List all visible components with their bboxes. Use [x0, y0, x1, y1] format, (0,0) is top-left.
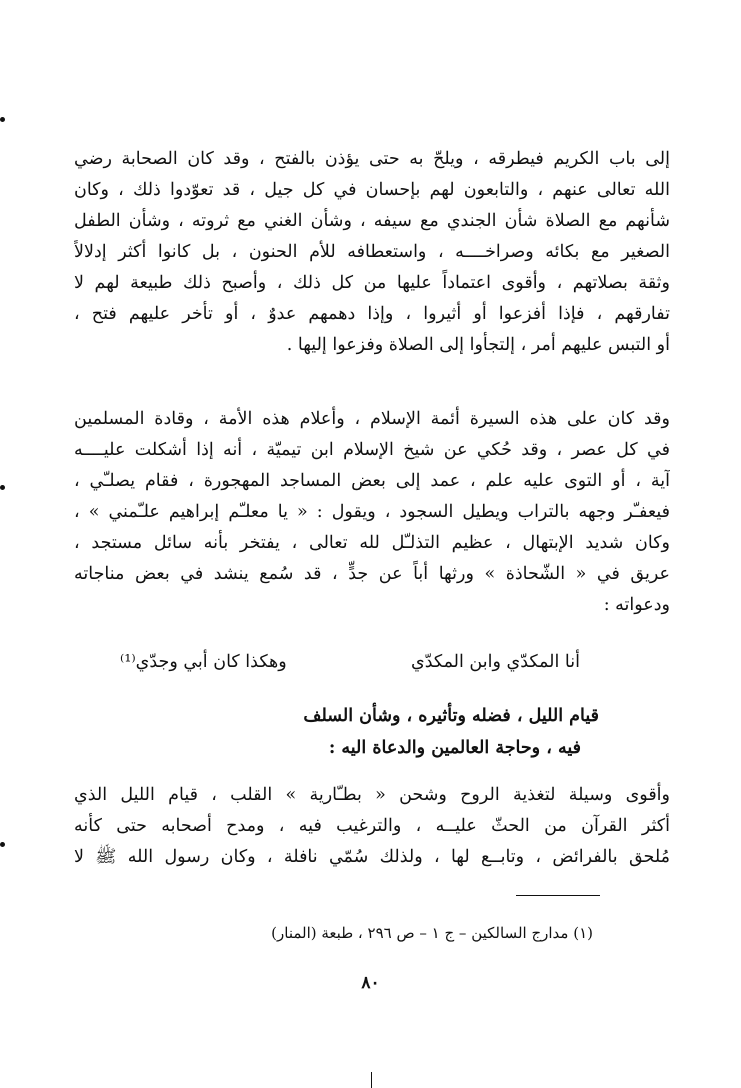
paragraph-ibn-taymiyya — [74, 404, 670, 621]
text-line: فيعفـّر وجهه بالتراب ويطيل السجود ، ويقول : « يا معلـّم إبراهيم علـّمني » ، — [74, 502, 670, 522]
text-line: وثقة بصلاتهم ، وأقوى اعتماداً عليها من كل ذلك ، وأصبح ذلك طبيعة لهم لا — [74, 273, 670, 293]
text-line: تفارقهم ، فإذا أفزعوا أو أثيروا ، وإذا دهمهم عدوٌ ، أو تأخر عليهم فتح ، — [74, 304, 670, 324]
text-line: وقد كان على هذه السيرة أئمة الإسلام ، وأعلام هذه الأمة ، وقادة المسلمين — [74, 409, 670, 429]
margin-mark — [0, 485, 5, 490]
text-line: أو التبس عليهم أمر ، إلتجأوا إلى الصلاة وفزعوا إليها . — [286, 335, 670, 355]
text-line: إلى باب الكريم فيطرقه ، ويلحّ به حتى يؤذن بالفتح ، وقد كان الصحابة رضي — [74, 149, 670, 169]
text-line: آية ، أو التوى عليه علم ، عمد إلى بعض المساجد المهجورة ، فقام يصلـّي ، — [74, 471, 670, 491]
text-line: شأنهم مع الصلاة شأن الجندي مع سيفه ، وشأن الغني مع ثروته ، وشأن الطفل — [74, 211, 670, 231]
paragraph-prayer-of-companions — [74, 144, 670, 361]
verse-second-half: وهكذا كان أبي وجدّي⁽¹⁾ — [120, 652, 287, 672]
footnote: (١) مدارج السالكين – ج ١ – ص ٢٩٦ ، طبعة (المنار) — [271, 924, 593, 942]
text-line: عريق في « الشّحاذة » ورثها أباً عن جدٍّ ، قد سُمع ينشد في بعض مناجاته — [74, 564, 670, 584]
section-heading-line1: قيام الليل ، فضله وتأثيره ، وشأن السلف — [303, 706, 599, 726]
page-number: ٨٠ — [361, 973, 380, 993]
section-heading-line2: فيه ، وحاجة العالمين والدعاة اليه : — [328, 738, 581, 758]
margin-mark — [0, 842, 5, 847]
text-line: الله تعالى عنهم ، والتابعون لهم بإحسان في كل جيل ، قد تعوّدوا ذلك ، وكان — [74, 180, 670, 200]
verse-first-half: أنا المكدّي وابن المكدّي — [411, 652, 580, 672]
text-line: أكثر القرآن من الحثّ عليــه ، والترغيب فيه ، ومدح أصحابه حتى كأنه — [74, 816, 670, 836]
poetry-verse — [120, 645, 580, 679]
text-line: الصغير مع بكائه وصراخــــه ، واستعطافه للأم الحنون ، بل كانوا أكثر إدلالاً — [74, 242, 670, 262]
text-line: في كل عصر ، وقد حُكي عن شيخ الإسلام ابن تيميّة ، أنه إذا أشكلت عليــــه — [74, 440, 670, 460]
text-line: ودعواته : — [603, 595, 670, 615]
text-line: وكان شديد الإبتهال ، عظيم التذلـّل لله تعالى ، يفتخر بأنه سائل مستجد ، — [74, 533, 670, 553]
text-line: مُلحق بالفرائض ، وتابــع لها ، ولذلك سُمّي نافلة ، وكان رسول الله ﷺ لا — [74, 847, 670, 867]
paragraph-night-prayer — [74, 780, 670, 873]
footnote-divider — [516, 895, 600, 896]
scan-edge-mark — [371, 1072, 372, 1088]
margin-mark — [0, 117, 5, 122]
text-line: وأقوى وسيلة لتغذية الروح وشحن « بطـّارية » القلب ، قيام الليل الذي — [74, 785, 670, 805]
